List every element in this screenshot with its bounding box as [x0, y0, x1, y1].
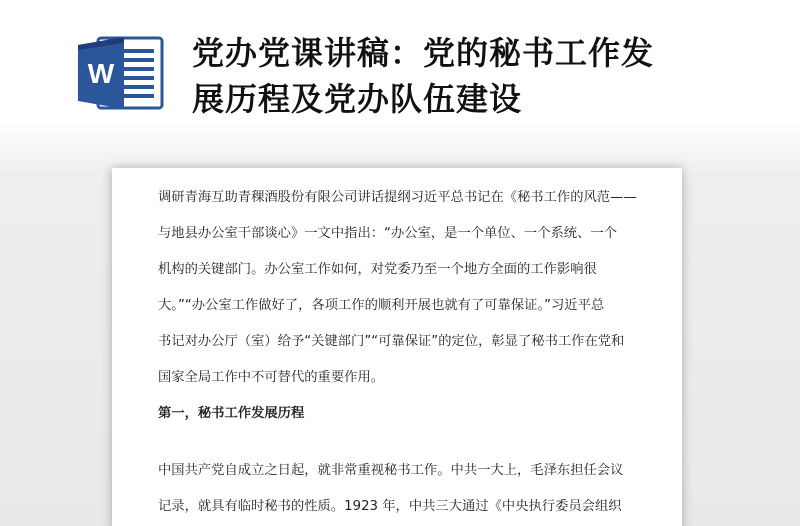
title-line-2: 展历程及党办队伍建设	[192, 80, 523, 118]
paragraph-line: 机构的关键部门。办公室工作如何，对党委乃至一个地方全面的工作影响很	[158, 262, 597, 277]
document-body	[158, 180, 654, 525]
paragraph-line: 大。”“办公室工作做好了，各项工作的顺利开展也就有了可靠保证。”习近平总	[158, 298, 605, 313]
section-heading: 第一，秘书工作发展历程	[158, 406, 305, 421]
paragraph-spacer	[158, 432, 654, 453]
page-title	[192, 30, 772, 122]
paragraph-line: 与地县办公室干部谈心》一文中指出：“办公室，是一个单位、一个系统、一个	[158, 226, 617, 241]
paragraph-line: 国家全局工作中不可替代的重要作用。	[158, 370, 385, 385]
word-icon-letter: W	[87, 58, 115, 89]
title-line-1: 党办党课讲稿：党的秘书工作发	[192, 34, 655, 72]
paragraph-line: 中国共产党自成立之日起，就非常重视秘书工作。中共一大上，毛泽东担任会议	[158, 463, 624, 478]
paragraph-line: 记录，就具有临时秘书的性质。1923 年，中共三大通过《中央执行委员会组织	[158, 499, 622, 514]
paragraph-line: 书记对办公厅（室）给予“关键部门”“可靠保证”的定位，彰显了秘书工作在党和	[158, 334, 625, 349]
document-page	[112, 168, 682, 526]
word-document-icon	[76, 33, 166, 113]
paragraph-line: 调研青海互助青稞酒股份有限公司讲话提纲习近平总书记在《秘书工作的风范——	[158, 190, 637, 205]
